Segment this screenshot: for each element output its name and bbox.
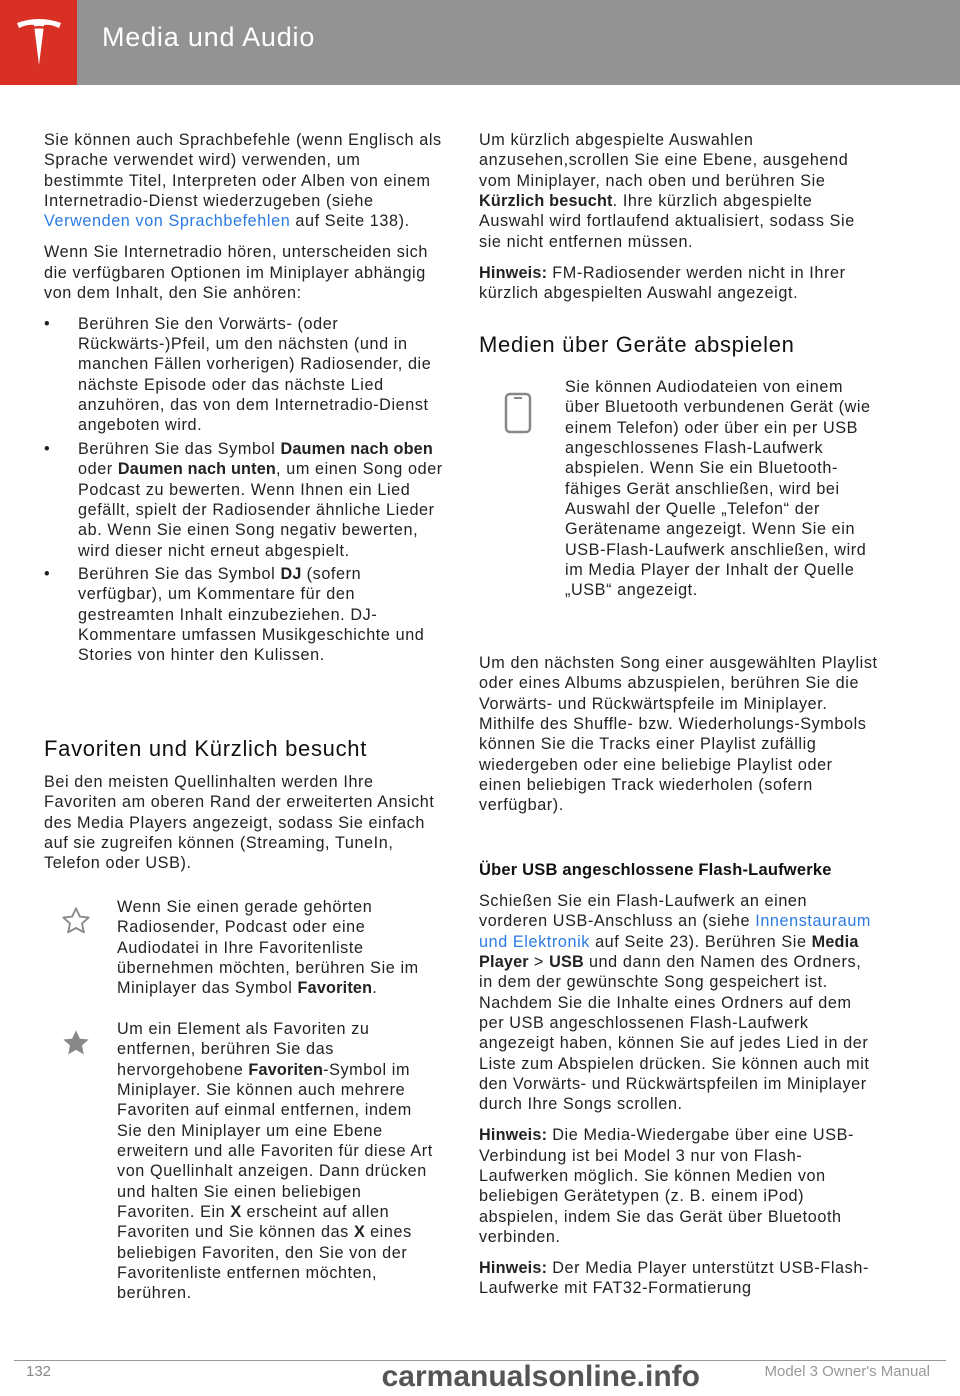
cross-reference-link[interactable]: Innenstauraum und Elektronik: [479, 912, 872, 951]
star-outline-icon: [60, 905, 92, 942]
bold-term: DJ: [280, 564, 302, 583]
manual-title: Model 3 Owner's Manual: [764, 1363, 930, 1380]
text-run[interactable]: FM-Radiosender werden nicht in Ihrer kürzlich abgespielten Auswahl angezeigt.: [479, 263, 846, 302]
bold-term: Hinweis:: [479, 263, 548, 282]
text-run[interactable]: .: [372, 979, 378, 998]
bold-term: Kürzlich besucht: [479, 192, 613, 211]
bold-term: X: [230, 1203, 242, 1222]
note: [479, 1258, 879, 1299]
bold-term: X: [353, 1223, 365, 1242]
paragraph: [479, 653, 879, 816]
paragraph: [565, 377, 875, 601]
text-run[interactable]: >: [528, 953, 550, 972]
text-run[interactable]: Berühren Sie das Symbol: [78, 564, 281, 583]
left-column: [44, 130, 444, 669]
subsection-heading: Über USB angeschlossene Flash-Laufwerke: [479, 861, 832, 879]
page-number: 132: [26, 1363, 52, 1380]
text-run[interactable]: auf Seite 138).: [290, 212, 410, 231]
paragraph: [44, 772, 444, 874]
bold-term: Favoriten: [297, 979, 373, 998]
section-heading: Favoriten und Kürzlich besucht: [44, 736, 368, 761]
text-run[interactable]: Berühren Sie das Symbol: [78, 439, 281, 458]
right-column: [479, 130, 879, 314]
section-heading: Medien über Geräte abspielen: [479, 332, 795, 357]
bold-term: Hinweis:: [479, 1258, 548, 1277]
text-run[interactable]: Die Media-Wiedergabe über eine USB-Verbindung ist bei Model 3 nur von Flash-Laufwerken möglich. Sie können Medien von beliebigen Gerätetypen (z. B. einem iPod) abspielen, indem Sie das Gerät über Bluetooth verbinden.: [479, 1126, 854, 1246]
paragraph: [479, 891, 879, 1115]
bullet-list: [44, 314, 444, 666]
text-run[interactable]: Der Media Player unterstützt USB-Flash-Laufwerke mit FAT32-Formatierung: [479, 1258, 869, 1298]
text-run[interactable]: , um einen Song oder Podcast zu bewerten. Wenn Ihnen ein Lied gefällt, spielt der Radiosender ähnliche Lieder ab. Wenn Sie einen Song negativ bewerten, wird dieser nicht erneut abgespielt.: [78, 460, 443, 560]
watermark: carmanualsonline.info: [381, 1360, 700, 1393]
paragraph: [44, 130, 444, 232]
list-item: [44, 439, 444, 561]
text-run[interactable]: Bei den meisten Quellinhalten werden Ihre Favoriten am oberen Rand der erweiterten Ansicht des Media Players angezeigt, sodass Sie einfach auf sie zugreifen können (Streaming, TuneIn, Telefon oder USB).: [44, 773, 435, 873]
bold-term: Daumen nach oben: [280, 439, 433, 458]
bold-term: Media Player: [479, 932, 859, 972]
text-run[interactable]: . Ihre kürzlich abgespielte Auswahl wird fortlaufend aktualisiert, sodass Sie sie nicht entfernen müssen.: [479, 192, 855, 251]
tesla-logo-icon: [0, 0, 77, 85]
text-run[interactable]: auf Seite 23). Berühren Sie: [589, 932, 812, 951]
text-run[interactable]: Wenn Sie Internetradio hören, unterscheiden sich die verfügbaren Optionen im Miniplayer abhängig von dem Inhalt, den Sie anhören:: [44, 243, 428, 302]
text-run[interactable]: Um kürzlich abgespielte Auswahlen anzusehen,scrollen Sie eine Ebene, ausgehend vom Miniplayer, nach oben und berühren Sie: [479, 131, 849, 190]
bold-term: Daumen nach unten: [117, 460, 277, 479]
text-run[interactable]: Um den nächsten Song einer ausgewählten Playlist oder eines Albums abzuspielen, berühren Sie die Vorwärts- und Rückwärtspfeile im Miniplayer. Mithilfe des Shuffle- bzw. Wiederholungs-Symbols können Sie die Tracks einer Playlist zufällig wiedergeben oder eine beliebige Playlist oder einen beliebigen Track wiederholen (sofern verfügbar).: [479, 654, 878, 815]
text-run[interactable]: Um ein Element als Favoriten zu entfernen, berühren Sie das hervorgehobene: [117, 1020, 370, 1079]
text-run[interactable]: erscheint auf allen Favoriten und Sie können das: [117, 1203, 390, 1242]
page-title: Media und Audio: [102, 22, 316, 52]
text-run[interactable]: eines beliebigen Favoriten, den Sie von der Favoritenliste entfernen möchten, berühren.: [117, 1223, 412, 1303]
text-run[interactable]: Wenn Sie einen gerade gehörten Radiosender, Podcast oder eine Audiodatei in Ihre Favoritenliste übernehmen möchten, berühren Sie im Miniplayer das Symbol: [117, 898, 419, 998]
text-run[interactable]: Schießen Sie ein Flash-Laufwerk an einen vorderen USB-Anschluss an (siehe: [479, 892, 808, 931]
paragraph: [117, 897, 437, 999]
paragraph: [44, 242, 444, 303]
page-header: [0, 0, 960, 85]
note: [479, 1125, 879, 1247]
text-run[interactable]: oder: [78, 460, 118, 479]
text-run[interactable]: Sie können auch Sprachbefehle (wenn Englisch als Sprache verwendet wird) verwenden, um bestimmte Titel, Interpreten oder Alben von einem Internetradio-Dienst wiederzugeben (siehe: [44, 131, 442, 211]
text-run[interactable]: -Symbol im Miniplayer. Sie können auch mehrere Favoriten auf einmal entfernen, indem Sie den Miniplayer um eine Ebene erweitern und alle Favoriten für diese Art von Quellinhalt anzeigen. Dann drücken und halten Sie einen beliebigen Favoriten. Ein: [117, 1060, 433, 1222]
text-run[interactable]: und dann den Namen des Ordners, in dem der gewünschte Song gespeichert ist. Nachdem Sie die Inhalte eines Ordners auf dem per USB angeschlossenen Flash-Laufwerk angezeigt haben, können Sie auf jedes Lied in der Liste zum Abspielen drücken. Sie können auch mit den Vorwärts- und Rückwärtspfeilen im Miniplayer durch Ihre Songs scrollen.: [479, 953, 870, 1114]
phone-icon: [504, 392, 532, 439]
note: [479, 263, 879, 304]
paragraph: [117, 1019, 437, 1304]
cross-reference-link[interactable]: Verwenden von Sprachbefehlen: [44, 212, 291, 231]
text-run[interactable]: Berühren Sie den Vorwärts- (oder Rückwärts-)Pfeil, um den nächsten (und in manchen Fällen vorherigen) Radiosender, die nächste Episode oder das nächste Lied anzuhören, das von dem Internetradio-Dienst angeboten wird.: [78, 314, 432, 435]
bold-term: USB: [549, 953, 584, 972]
text-run[interactable]: (sofern verfügbar), um Kommentare für den gestreamten Inhalt einzubeziehen. DJ-Kommentare umfassen Musikgeschichte und Stories von hinter den Kulissen.: [78, 564, 425, 665]
bold-term: Favoriten: [248, 1060, 324, 1079]
text-run[interactable]: Sie können Audiodateien von einem über Bluetooth verbundenen Gerät (wie einem Telefon) oder über ein per USB angeschlossenes Flash-Laufwerk abspielen. Wenn Sie ein Bluetooth-fähiges Gerät anschließen, wird bei Auswahl der Quelle „Telefon“ der Gerätename angezeigt. Wenn Sie ein USB-Flash-Laufwerk anschließen, wird im Media Player der Inhalt der Quelle „USB“ angezeigt.: [565, 378, 871, 600]
paragraph: [479, 130, 879, 252]
star-filled-icon: [60, 1027, 92, 1064]
list-item: [44, 564, 444, 666]
list-item: [44, 314, 444, 436]
bold-term: Hinweis:: [479, 1126, 548, 1145]
